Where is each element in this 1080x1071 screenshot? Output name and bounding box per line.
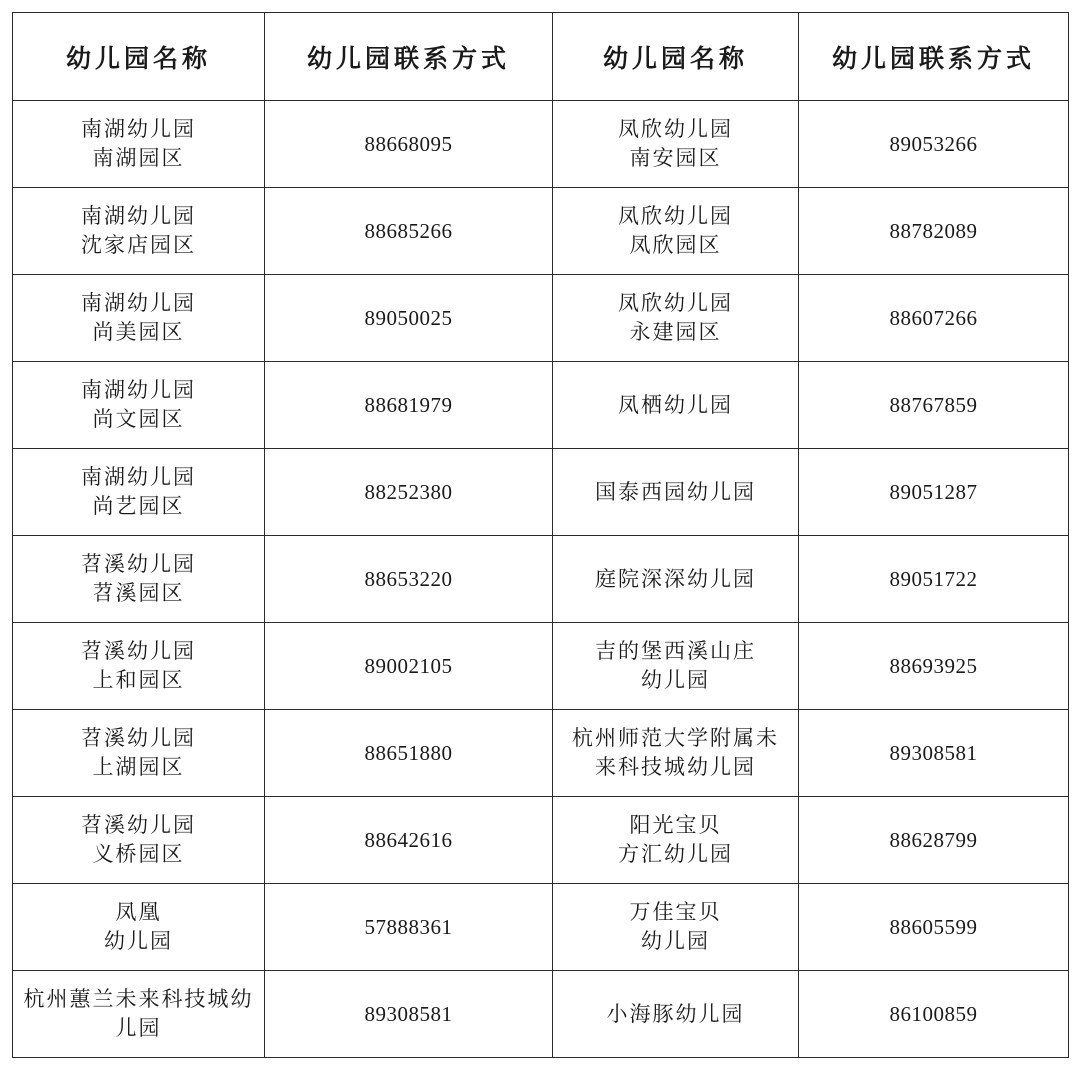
phone-number-cell-left: 88681979 — [265, 362, 553, 449]
table-row — [13, 797, 1069, 884]
kindergarten-name-cell-right — [553, 971, 799, 1058]
phone-number-cell-right: 88767859 — [799, 362, 1069, 449]
kindergarten-name-cell-left — [13, 884, 265, 971]
kindergarten-name-line: 凤欣幼儿园 — [618, 291, 733, 315]
kindergarten-name-line: 永建园区 — [629, 320, 722, 344]
kindergarten-name-cell-left — [13, 797, 265, 884]
header-kindergarten-name-left: 幼儿园名称 — [13, 13, 265, 101]
phone-number-cell-left: 89002105 — [265, 623, 553, 710]
kindergarten-name-line: 国泰西园幼儿园 — [595, 479, 756, 504]
phone-number-cell-left: 88685266 — [265, 188, 553, 275]
kindergarten-name-line: 杭州师范大学附属未 — [572, 726, 779, 750]
kindergarten-name-line: 南安园区 — [629, 146, 722, 170]
kindergarten-name-cell-left — [13, 623, 265, 710]
phone-number-cell-right: 88782089 — [799, 188, 1069, 275]
header-contact-right: 幼儿园联系方式 — [799, 13, 1069, 101]
phone-number-cell-right: 86100859 — [799, 971, 1069, 1058]
kindergarten-name-line: 凤欣幼儿园 — [618, 204, 733, 228]
kindergarten-name-line: 苕溪园区 — [92, 581, 185, 605]
kindergarten-name-line: 尚文园区 — [92, 407, 185, 431]
kindergarten-name-cell-right — [553, 188, 799, 275]
table-row — [13, 971, 1069, 1058]
kindergarten-name-line: 沈家店园区 — [81, 233, 196, 257]
phone-number-cell-right: 89051287 — [799, 449, 1069, 536]
kindergarten-name-cell-left — [13, 362, 265, 449]
kindergarten-name-line: 方汇幼儿园 — [618, 842, 733, 866]
kindergarten-name-cell-left — [13, 536, 265, 623]
phone-number-cell-left: 89050025 — [265, 275, 553, 362]
kindergarten-name-line: 凤欣幼儿园 — [618, 117, 733, 141]
kindergarten-name-line: 南湖幼儿园 — [81, 291, 196, 315]
kindergarten-name-line: 庭院深深幼儿园 — [595, 566, 756, 591]
kindergarten-name-line: 南湖幼儿园 — [81, 378, 196, 402]
kindergarten-name-cell-right — [553, 797, 799, 884]
phone-number-cell-left: 88651880 — [265, 710, 553, 797]
table-row — [13, 101, 1069, 188]
table-row — [13, 884, 1069, 971]
table-header-row — [13, 13, 1069, 101]
table-row — [13, 536, 1069, 623]
kindergarten-name-cell-right — [553, 710, 799, 797]
header-contact-left: 幼儿园联系方式 — [265, 13, 553, 101]
phone-number-cell-right: 88607266 — [799, 275, 1069, 362]
kindergarten-name-cell-right — [553, 884, 799, 971]
phone-number-cell-right: 88605599 — [799, 884, 1069, 971]
table-row — [13, 710, 1069, 797]
kindergarten-name-line: 尚美园区 — [92, 320, 185, 344]
kindergarten-name-cell-left — [13, 188, 265, 275]
kindergarten-name-line: 幼儿园 — [641, 668, 710, 692]
kindergarten-name-line: 苕溪幼儿园 — [81, 552, 196, 576]
phone-number-cell-right: 88693925 — [799, 623, 1069, 710]
phone-number-cell-left: 89308581 — [265, 971, 553, 1058]
kindergarten-name-line: 义桥园区 — [92, 842, 185, 866]
phone-number-cell-right: 88628799 — [799, 797, 1069, 884]
kindergarten-name-line: 吉的堡西溪山庄 — [595, 639, 756, 663]
kindergarten-name-line: 苕溪幼儿园 — [81, 726, 196, 750]
kindergarten-name-line: 杭州蕙兰未来科技城幼 — [23, 987, 254, 1011]
kindergarten-contact-sheet — [12, 12, 1068, 1058]
kindergarten-name-cell-right — [553, 449, 799, 536]
kindergarten-name-cell-left — [13, 449, 265, 536]
phone-number-cell-left: 88642616 — [265, 797, 553, 884]
kindergarten-name-line: 南湖幼儿园 — [81, 117, 196, 141]
kindergarten-name-line: 苕溪幼儿园 — [81, 813, 196, 837]
table-body — [13, 101, 1069, 1058]
kindergarten-name-cell-right — [553, 101, 799, 188]
phone-number-cell-left: 88653220 — [265, 536, 553, 623]
kindergarten-name-cell-right — [553, 536, 799, 623]
kindergarten-name-line: 南湖园区 — [92, 146, 185, 170]
kindergarten-name-line: 南湖幼儿园 — [81, 204, 196, 228]
kindergarten-name-line: 凤欣园区 — [629, 233, 722, 257]
table-row — [13, 449, 1069, 536]
phone-number-cell-right: 89308581 — [799, 710, 1069, 797]
phone-number-cell-right: 89053266 — [799, 101, 1069, 188]
kindergarten-name-line: 南湖幼儿园 — [81, 465, 196, 489]
kindergarten-name-line: 万佳宝贝 — [629, 900, 722, 924]
table-row — [13, 623, 1069, 710]
kindergarten-name-cell-left — [13, 710, 265, 797]
kindergarten-name-line: 凤凰 — [115, 900, 162, 924]
kindergarten-name-line: 凤栖幼儿园 — [618, 392, 733, 417]
table-row — [13, 188, 1069, 275]
phone-number-cell-left: 57888361 — [265, 884, 553, 971]
kindergarten-name-line: 幼儿园 — [104, 929, 173, 953]
kindergarten-name-cell-right — [553, 362, 799, 449]
kindergarten-contact-table — [12, 12, 1069, 1058]
kindergarten-name-line: 阳光宝贝 — [629, 813, 722, 837]
kindergarten-name-cell-right — [553, 623, 799, 710]
kindergarten-name-line: 来科技城幼儿园 — [595, 755, 756, 779]
kindergarten-name-line: 苕溪幼儿园 — [81, 639, 196, 663]
table-row — [13, 275, 1069, 362]
kindergarten-name-line: 幼儿园 — [641, 929, 710, 953]
phone-number-cell-left: 88668095 — [265, 101, 553, 188]
kindergarten-name-cell-left — [13, 275, 265, 362]
phone-number-cell-right: 89051722 — [799, 536, 1069, 623]
kindergarten-name-line: 尚艺园区 — [92, 494, 185, 518]
table-row — [13, 362, 1069, 449]
kindergarten-name-cell-right — [553, 275, 799, 362]
kindergarten-name-line: 儿园 — [115, 1016, 162, 1040]
phone-number-cell-left: 88252380 — [265, 449, 553, 536]
header-kindergarten-name-right: 幼儿园名称 — [553, 13, 799, 101]
kindergarten-name-line: 上和园区 — [92, 668, 185, 692]
kindergarten-name-line: 小海豚幼儿园 — [606, 1001, 745, 1026]
kindergarten-name-cell-left — [13, 971, 265, 1058]
kindergarten-name-cell-left — [13, 101, 265, 188]
kindergarten-name-line: 上湖园区 — [92, 755, 185, 779]
